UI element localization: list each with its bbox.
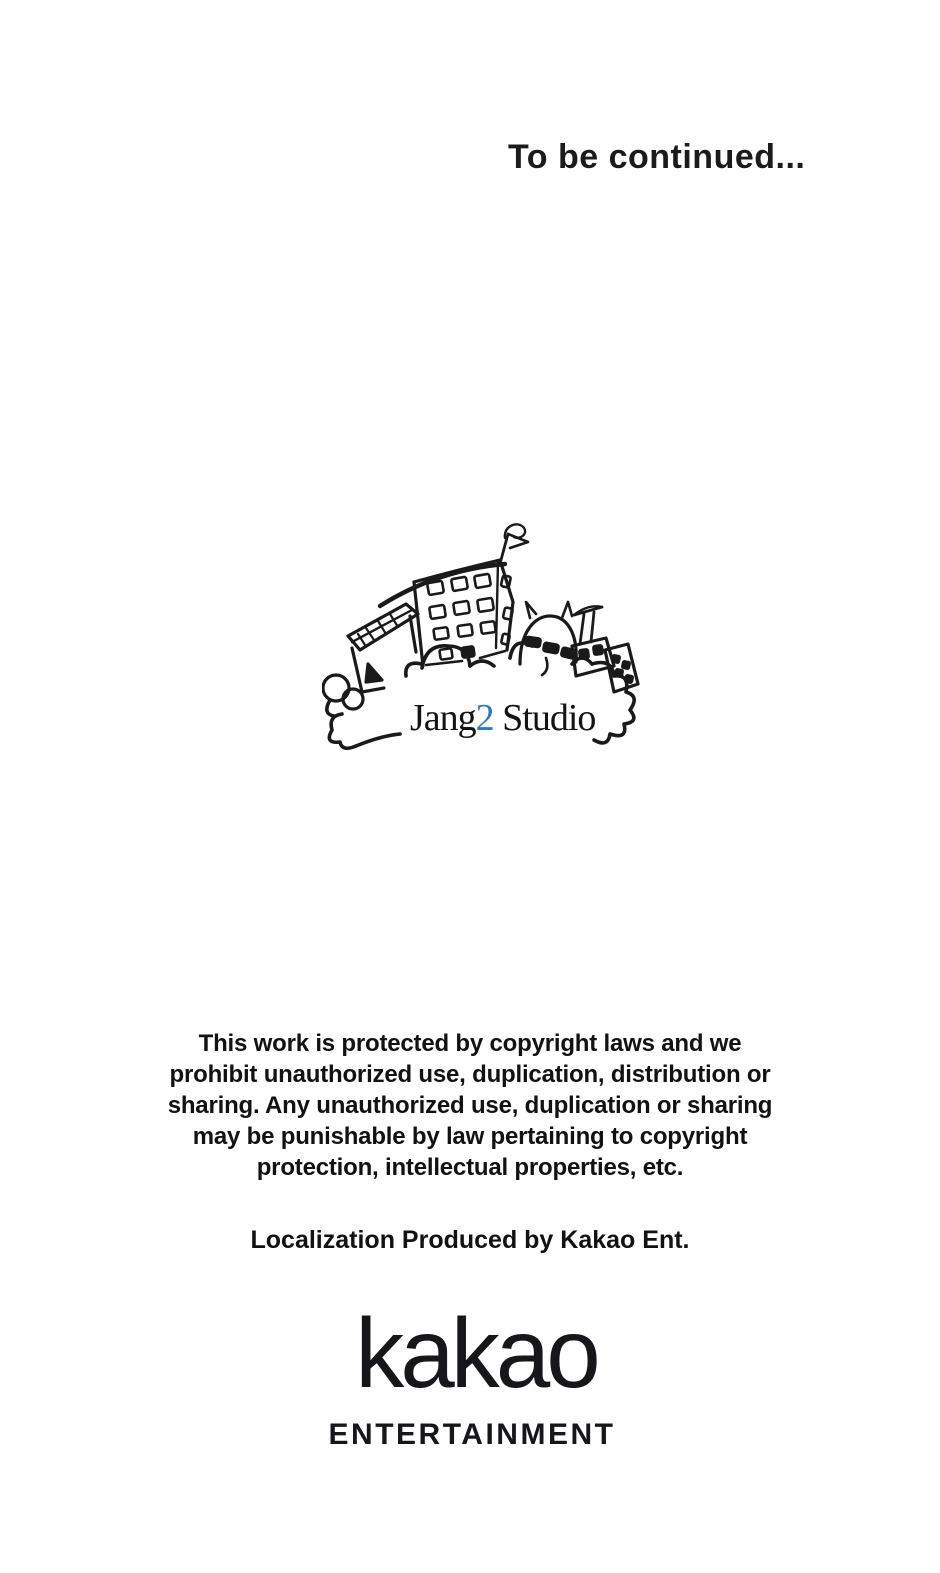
small-house-icon	[348, 604, 418, 692]
localization-credit: Localization Produced by Kakao Ent.	[250, 1226, 690, 1254]
cloud-puff-icon	[343, 689, 363, 709]
copyright-line: protection, intellectual properties, etc.	[256, 1154, 684, 1181]
kakao-entertainment-label: ENTERTAINMENT	[328, 1418, 616, 1451]
kakao-wordmark: kakao	[355, 1298, 597, 1408]
jang2-studio-logo	[322, 518, 642, 758]
copyright-line: sharing. Any unauthorized use, duplication or sharing	[167, 1092, 773, 1119]
cloud-puff-icon	[323, 675, 349, 701]
logo-text-studio: Studio	[493, 697, 596, 739]
copyright-line: prohibit unauthorized use, duplication, distribution or	[169, 1061, 771, 1088]
logo-text-2: 2	[475, 697, 494, 739]
to-be-continued-text: To be continued...	[508, 138, 806, 176]
copyright-notice	[0, 1028, 940, 1183]
copyright-line: may be punishable by law pertaining to copyright	[192, 1123, 748, 1150]
dome-building-icon	[520, 602, 576, 675]
copyright-line: This work is protected by copyright laws and we	[198, 1030, 742, 1057]
studio-logo-wordmark	[410, 696, 595, 740]
logo-text-jang: Jang	[410, 697, 476, 739]
